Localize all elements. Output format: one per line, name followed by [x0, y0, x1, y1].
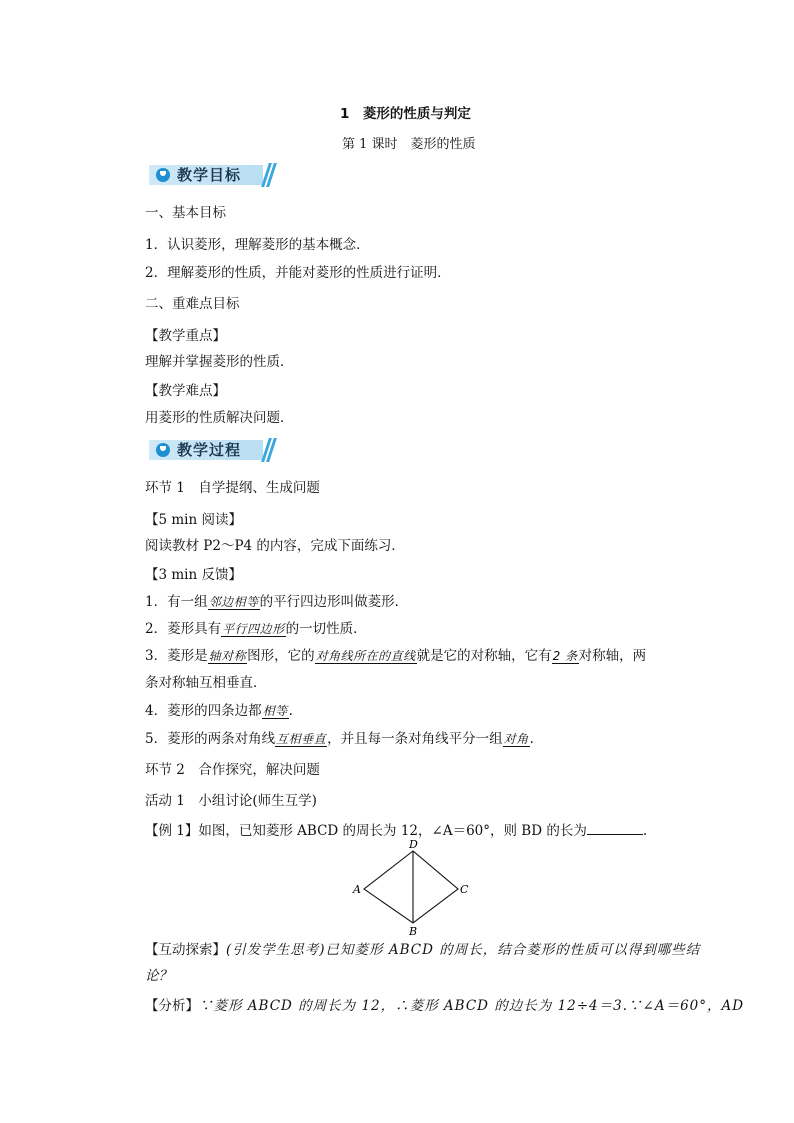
section-heading: 环节 1 自学提纲、生成问题 [145, 480, 320, 496]
rhombus-figure [350, 838, 480, 936]
page-subtitle: 第 1 课时 菱形的性质 [342, 137, 476, 152]
feedback-label: 【3 min 反馈】 [145, 567, 242, 583]
section-heading: 环节 2 合作探究，解决问题 [145, 762, 320, 778]
example-1: 【例 1】如图，已知菱形 ABCD 的周长为 12，∠A＝60°，则 BD 的长为 . [145, 820, 647, 840]
goal-item: 1．认识菱形，理解菱形的基本概念． [145, 237, 370, 253]
trophy-icon [156, 443, 170, 457]
question-2: 2．菱形具有平行四边形的一切性质． [145, 621, 367, 637]
analysis: 【分析】∵菱形 ABCD 的周长为 12，∴菱形 ABCD 的边长为 12÷4＝3.∵∠A＝60°，AD [145, 998, 745, 1014]
question-5: 5．菱形的两条对角线互相垂直，并且每一条对角线平分一组对角. [145, 731, 534, 747]
read-text: 阅读教材 P2～P4 的内容，完成下面练习． [145, 538, 405, 554]
key-point-label: 【教学重点】 [145, 328, 226, 344]
interactive-exploration: 【互动探索】(引发学生思考)已知菱形 ABCD 的周长，结合菱形的性质可以得到哪些结 [145, 942, 701, 958]
answer: 2 条 [552, 649, 578, 663]
answer: 对角线所在的直线 [315, 649, 416, 663]
difficulty-label: 【教学难点】 [145, 383, 226, 399]
question-3: 3．菱形是轴对称图形，它的对角线所在的直线就是它的对称轴，它有2 条对称轴，两 [145, 648, 647, 664]
answer: 相等 [262, 704, 288, 718]
answer: 互相垂直 [276, 732, 327, 746]
vertex-label-a: A [353, 883, 361, 896]
question-1: 1．有一组邻边相等的平行四边形叫做菱形． [145, 594, 409, 610]
trophy-icon [156, 168, 170, 182]
read-label: 【5 min 阅读】 [145, 512, 242, 528]
basic-goal-heading: 一、基本目标 [145, 205, 226, 221]
page-title: 1 菱形的性质与判定 [340, 106, 471, 122]
interactive-exploration-cont: 论？ [145, 968, 172, 984]
goal-item: 2．理解菱形的性质，并能对菱形的性质进行证明． [145, 265, 451, 281]
banner-label: 教学过程 [177, 441, 242, 459]
answer: 邻边相等 [208, 595, 259, 609]
answer: 轴对称 [208, 649, 247, 663]
activity-heading: 活动 1 小组讨论(师生互学) [145, 793, 317, 809]
teaching-process-banner [149, 438, 273, 462]
vertex-label-b: B [409, 925, 418, 936]
answer: 对角 [503, 732, 529, 746]
vertex-label-c: C [460, 883, 469, 896]
teaching-goals-banner [149, 163, 273, 187]
key-point-text: 理解并掌握菱形的性质． [145, 354, 294, 370]
difficulty-text: 用菱形的性质解决问题． [145, 410, 294, 426]
key-goal-heading: 二、重难点目标 [145, 296, 240, 312]
banner-label: 教学目标 [177, 166, 242, 184]
question-4: 4．菱形的四条边都相等. [145, 703, 293, 719]
vertex-label-d: D [409, 838, 418, 851]
answer-blank [587, 820, 643, 835]
question-3-cont: 条对称轴互相垂直． [145, 675, 267, 691]
answer: 平行四边形 [222, 622, 285, 636]
